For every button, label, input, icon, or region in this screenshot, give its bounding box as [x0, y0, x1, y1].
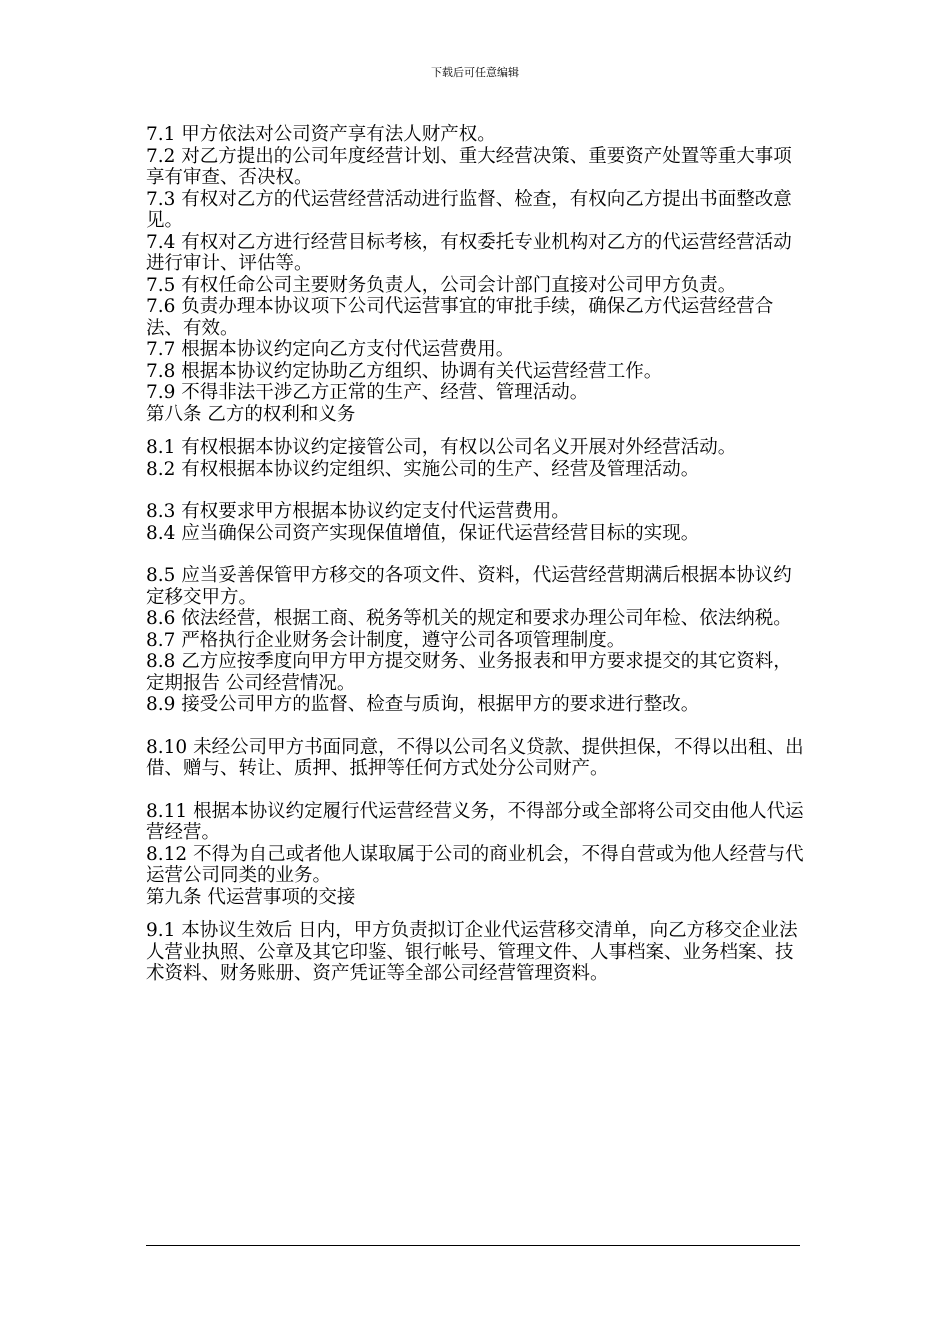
clause-8-10: 8.10 未经公司甲方书面同意，不得以公司名义贷款、提供担保，不得以出租、出借、赠与、转让、质押、抵押等任何方式处分公司财产。: [146, 736, 804, 779]
clause-8-11: 8.11 根据本协议约定履行代运营经营义务，不得部分或全部将公司交由他人代运营经营。: [146, 800, 804, 843]
clause-7-5: 7.5 有权任命公司主要财务负责人，公司会计部门直接对公司甲方负责。: [146, 274, 737, 296]
clause-7-4: 7.4 有权对乙方进行经营目标考核，有权委托专业机构对乙方的代运营经营活动进行审计、评估等。: [146, 231, 792, 274]
clause-8-1: 8.1 有权根据本协议约定接管公司，有权以公司名义开展对外经营活动。: [146, 437, 737, 458]
clause-7-3: 7.3 有权对乙方的代运营经营活动进行监督、检查，有权向乙方提出书面整改意见。: [146, 188, 792, 231]
clause-7-2: 7.2 对乙方提出的公司年度经营计划、重大经营决策、重要资产处置等重大事项享有审查、否决权。: [146, 145, 792, 188]
document-body: [146, 124, 806, 985]
clause-9-1: 9.1 本协议生效后 日内，甲方负责拟订企业代运营移交清单，向乙方移交企业法人营业执照、公章及其它印鉴、银行帐号、管理文件、人事档案、业务档案、技术资料、财务账册、资产凭证等全部公司经营管理资料。: [146, 920, 798, 984]
clause-7-7: 7.7 根据本协议约定向乙方支付代运营费用。: [146, 339, 515, 360]
page-header-note: 下载后可任意编辑: [431, 66, 519, 79]
clause-7-6: 7.6 负责办理本协议项下公司代运营事宜的审批手续，确保乙方代运营经营合法、有效。: [146, 296, 774, 339]
article-9-heading: 第九条 代运营事项的交接: [146, 886, 356, 908]
clause-8-6: 8.6 依法经营，根据工商、税务等机关的规定和要求办理公司年检、依法纳税。: [146, 608, 792, 629]
footer-divider: [146, 1245, 800, 1246]
clause-8-3: 8.3 有权要求甲方根据本协议约定支付代运营费用。: [146, 501, 570, 522]
clause-7-8: 7.8 根据本协议约定协助乙方组织、协调有关代运营经营工作。: [146, 360, 663, 382]
clause-7-1: 7.1 甲方依法对公司资产享有法人财产权。: [146, 124, 496, 145]
clause-8-4: 8.4 应当确保公司资产实现保值增值，保证代运营经营目标的实现。: [146, 522, 700, 544]
clause-8-2: 8.2 有权根据本协议约定组织、实施公司的生产、经营及管理活动。: [146, 458, 700, 480]
clause-8-5: 8.5 应当妥善保管甲方移交的各项文件、资料，代运营经营期满后根据本协议约定移交甲方。: [146, 565, 792, 608]
clause-7-9: 7.9 不得非法干涉乙方正常的生产、经营、管理活动。: [146, 382, 589, 403]
clause-8-9: 8.9 接受公司甲方的监督、检查与质询，根据甲方的要求进行整改。: [146, 694, 700, 715]
clause-8-12: 8.12 不得为自己或者他人谋取属于公司的商业机会，不得自营或为他人经营与代运营公司同类的业务。: [146, 843, 804, 886]
clause-8-7: 8.7 严格执行企业财务会计制度，遵守公司各项管理制度。: [146, 629, 626, 651]
clause-8-8: 8.8 乙方应按季度向甲方甲方提交财务、业务报表和甲方要求提交的其它资料，定期报告 公司经营情况。: [146, 651, 792, 694]
article-8-heading: 第八条 乙方的权利和义务: [146, 403, 356, 425]
